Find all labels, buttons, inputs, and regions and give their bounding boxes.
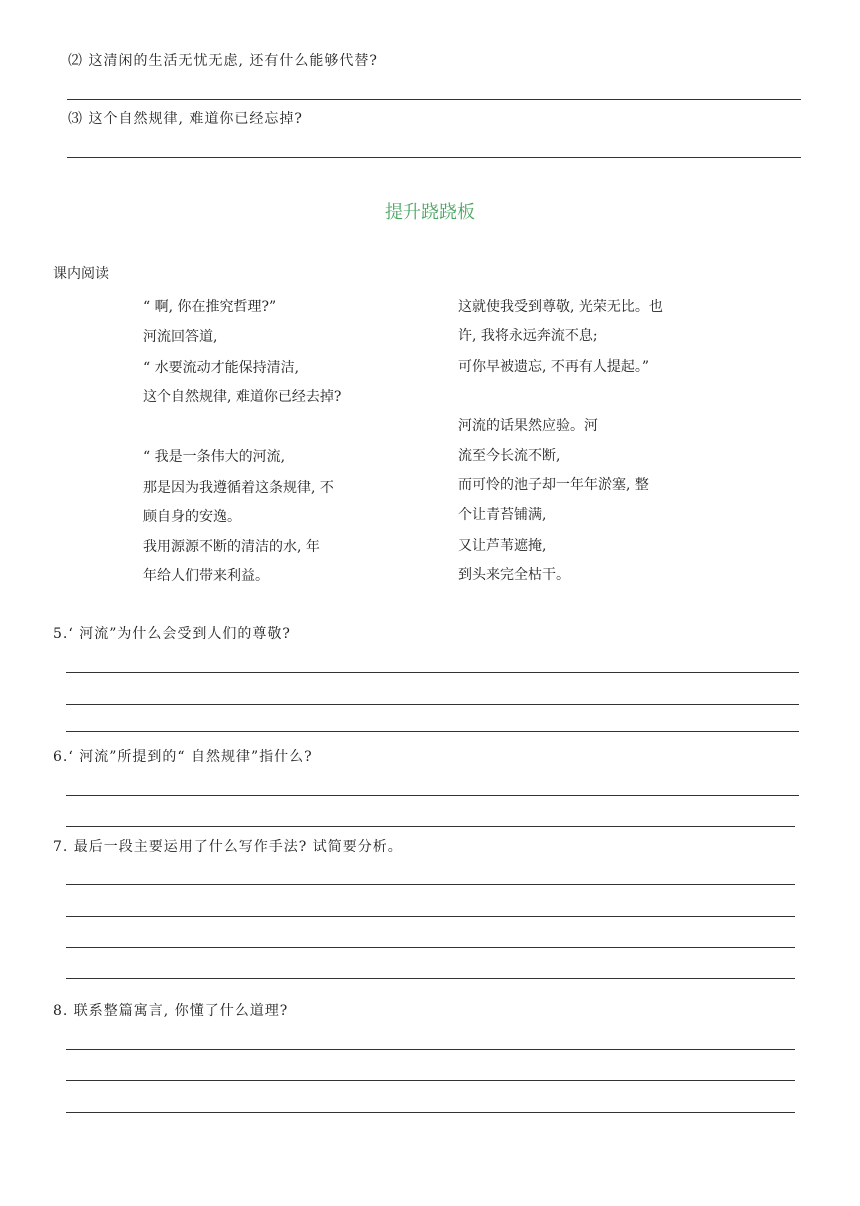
poem-line: 这个自然规律, 难道你已经去掉? [143,389,342,405]
poem-line: 年给人们带来利益。 [143,568,269,584]
answer-line[interactable] [66,704,799,705]
question-2: ⑵ 这清闲的生活无忧无虑, 还有什么能够代替? [68,53,378,69]
question-6: 6.‘ 河流”所提到的“ 自然规律”指什么? [53,749,313,765]
poem-line: 我用源源不断的清洁的水, 年 [143,539,320,555]
poem-line: 许, 我将永远奔流不息; [458,328,598,344]
answer-line[interactable] [67,99,801,100]
answer-line[interactable] [66,795,799,796]
question-5: 5.‘ 河流”为什么会受到人们的尊敬? [53,626,291,642]
poem-line: 那是因为我遵循着这条规律, 不 [143,480,334,496]
answer-line[interactable] [66,826,795,827]
answer-line[interactable] [66,947,795,948]
poem-line: “ 啊, 你在推究哲理?” [143,299,277,315]
reading-label: 课内阅读 [53,266,109,282]
answer-line[interactable] [67,157,801,158]
section-title: 提升跷跷板 [385,202,475,223]
poem-line: “ 我是一条伟大的河流, [143,449,286,465]
poem-line: 这就使我受到尊敬, 光荣无比。也 [458,299,663,315]
answer-line[interactable] [66,1049,795,1050]
answer-line[interactable] [66,884,795,885]
poem-line: 河流回答道, [143,329,218,345]
question-8: 8. 联系整篇寓言, 你懂了什么道理? [53,1003,289,1019]
poem-line: 而可怜的池子却一年年淤塞, 整 [458,477,649,493]
answer-line[interactable] [66,1112,795,1113]
poem-line: 河流的话果然应验。河 [458,418,598,434]
poem-line: “ 水要流动才能保持清洁, [143,360,300,376]
answer-line[interactable] [66,672,799,673]
answer-line[interactable] [66,731,799,732]
poem-line: 个让青苔铺满, [458,507,547,523]
poem-line: 又让芦苇遮掩, [458,538,547,554]
poem-line: 顾自身的安逸。 [143,509,241,525]
question-3: ⑶ 这个自然规律, 难道你已经忘掉? [68,111,303,127]
answer-line[interactable] [66,1080,795,1081]
answer-line[interactable] [66,916,795,917]
poem-line: 流至今长流不断, [458,448,561,464]
poem-line: 到头来完全枯干。 [458,567,570,583]
question-7: 7. 最后一段主要运用了什么写作手法? 试简要分析。 [53,839,403,855]
answer-line[interactable] [66,978,795,979]
poem-line: 可你早被遗忘, 不再有人提起。” [458,359,650,375]
